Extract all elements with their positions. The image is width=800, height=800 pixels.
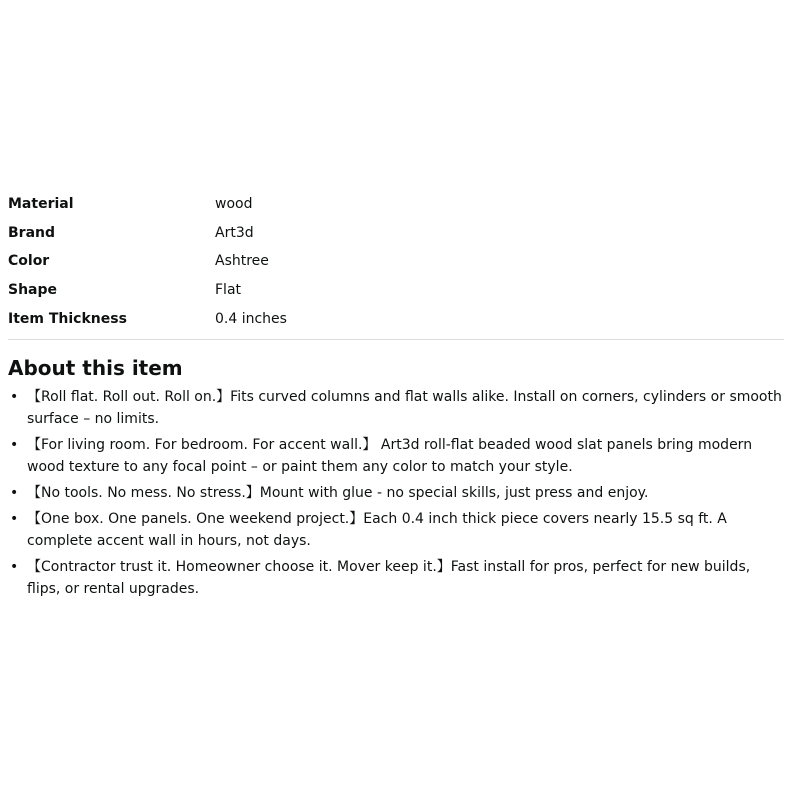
about-bullet-item [8, 482, 784, 504]
bullet-dot: • [10, 389, 19, 405]
about-bullet-list [8, 386, 784, 604]
spec-value-color: Ashtree [215, 253, 269, 270]
bullet-dot: • [10, 511, 19, 527]
spec-row-brand [8, 223, 784, 252]
spec-key-material: Material [8, 196, 74, 212]
spec-row-shape [8, 280, 784, 309]
bullet-dot: • [10, 437, 19, 453]
spec-key-color: Color [8, 253, 50, 270]
about-bullet-text: 【For living room. For bedroom. For accent wall.】 Art3d roll-flat beaded wood slat panels bring modern wood texture to any focal point – or paint them any color to match your style. [27, 437, 753, 475]
spec-key-shape: Shape [8, 282, 58, 299]
spec-value-material: wood [215, 196, 253, 212]
spec-value-item-thickness: 0.4 inches [215, 310, 287, 327]
about-bullet-text: 【Roll flat. Roll out. Roll on.】Fits curved columns and flat walls alike. Install on corners, cylinders or smooth surface – no limits. [27, 389, 782, 427]
about-bullet-item [8, 508, 784, 552]
about-bullet-item [8, 434, 784, 478]
about-bullet-text: 【One box. One panels. One weekend project.】Each 0.4 inch thick piece covers nearly 15.5 sq ft. A complete accent wall in hours, not days. [27, 511, 727, 549]
spec-value-shape: Flat [215, 282, 242, 299]
spec-row-material [8, 194, 784, 223]
section-divider [8, 339, 784, 340]
bullet-dot: • [10, 485, 19, 501]
bullet-dot: • [10, 559, 19, 575]
about-bullet-text: 【No tools. No mess. No stress.】Mount with glue - no special skills, just press and enjoy. [27, 485, 649, 501]
about-bullet-text: 【Contractor trust it. Homeowner choose it. Mover keep it.】Fast install for pros, perfect for new builds, flips, or rental upgrades. [27, 559, 751, 597]
spec-row-item-thickness [8, 309, 784, 338]
spec-key-item-thickness: Item Thickness [8, 310, 127, 327]
product-specs-table [8, 194, 784, 337]
spec-row-color [8, 251, 784, 280]
about-bullet-item [8, 386, 784, 430]
about-bullet-item [8, 556, 784, 600]
spec-value-brand: Art3d [215, 224, 254, 241]
spec-key-brand: Brand [8, 224, 56, 241]
about-section-title: About this item [8, 356, 183, 380]
